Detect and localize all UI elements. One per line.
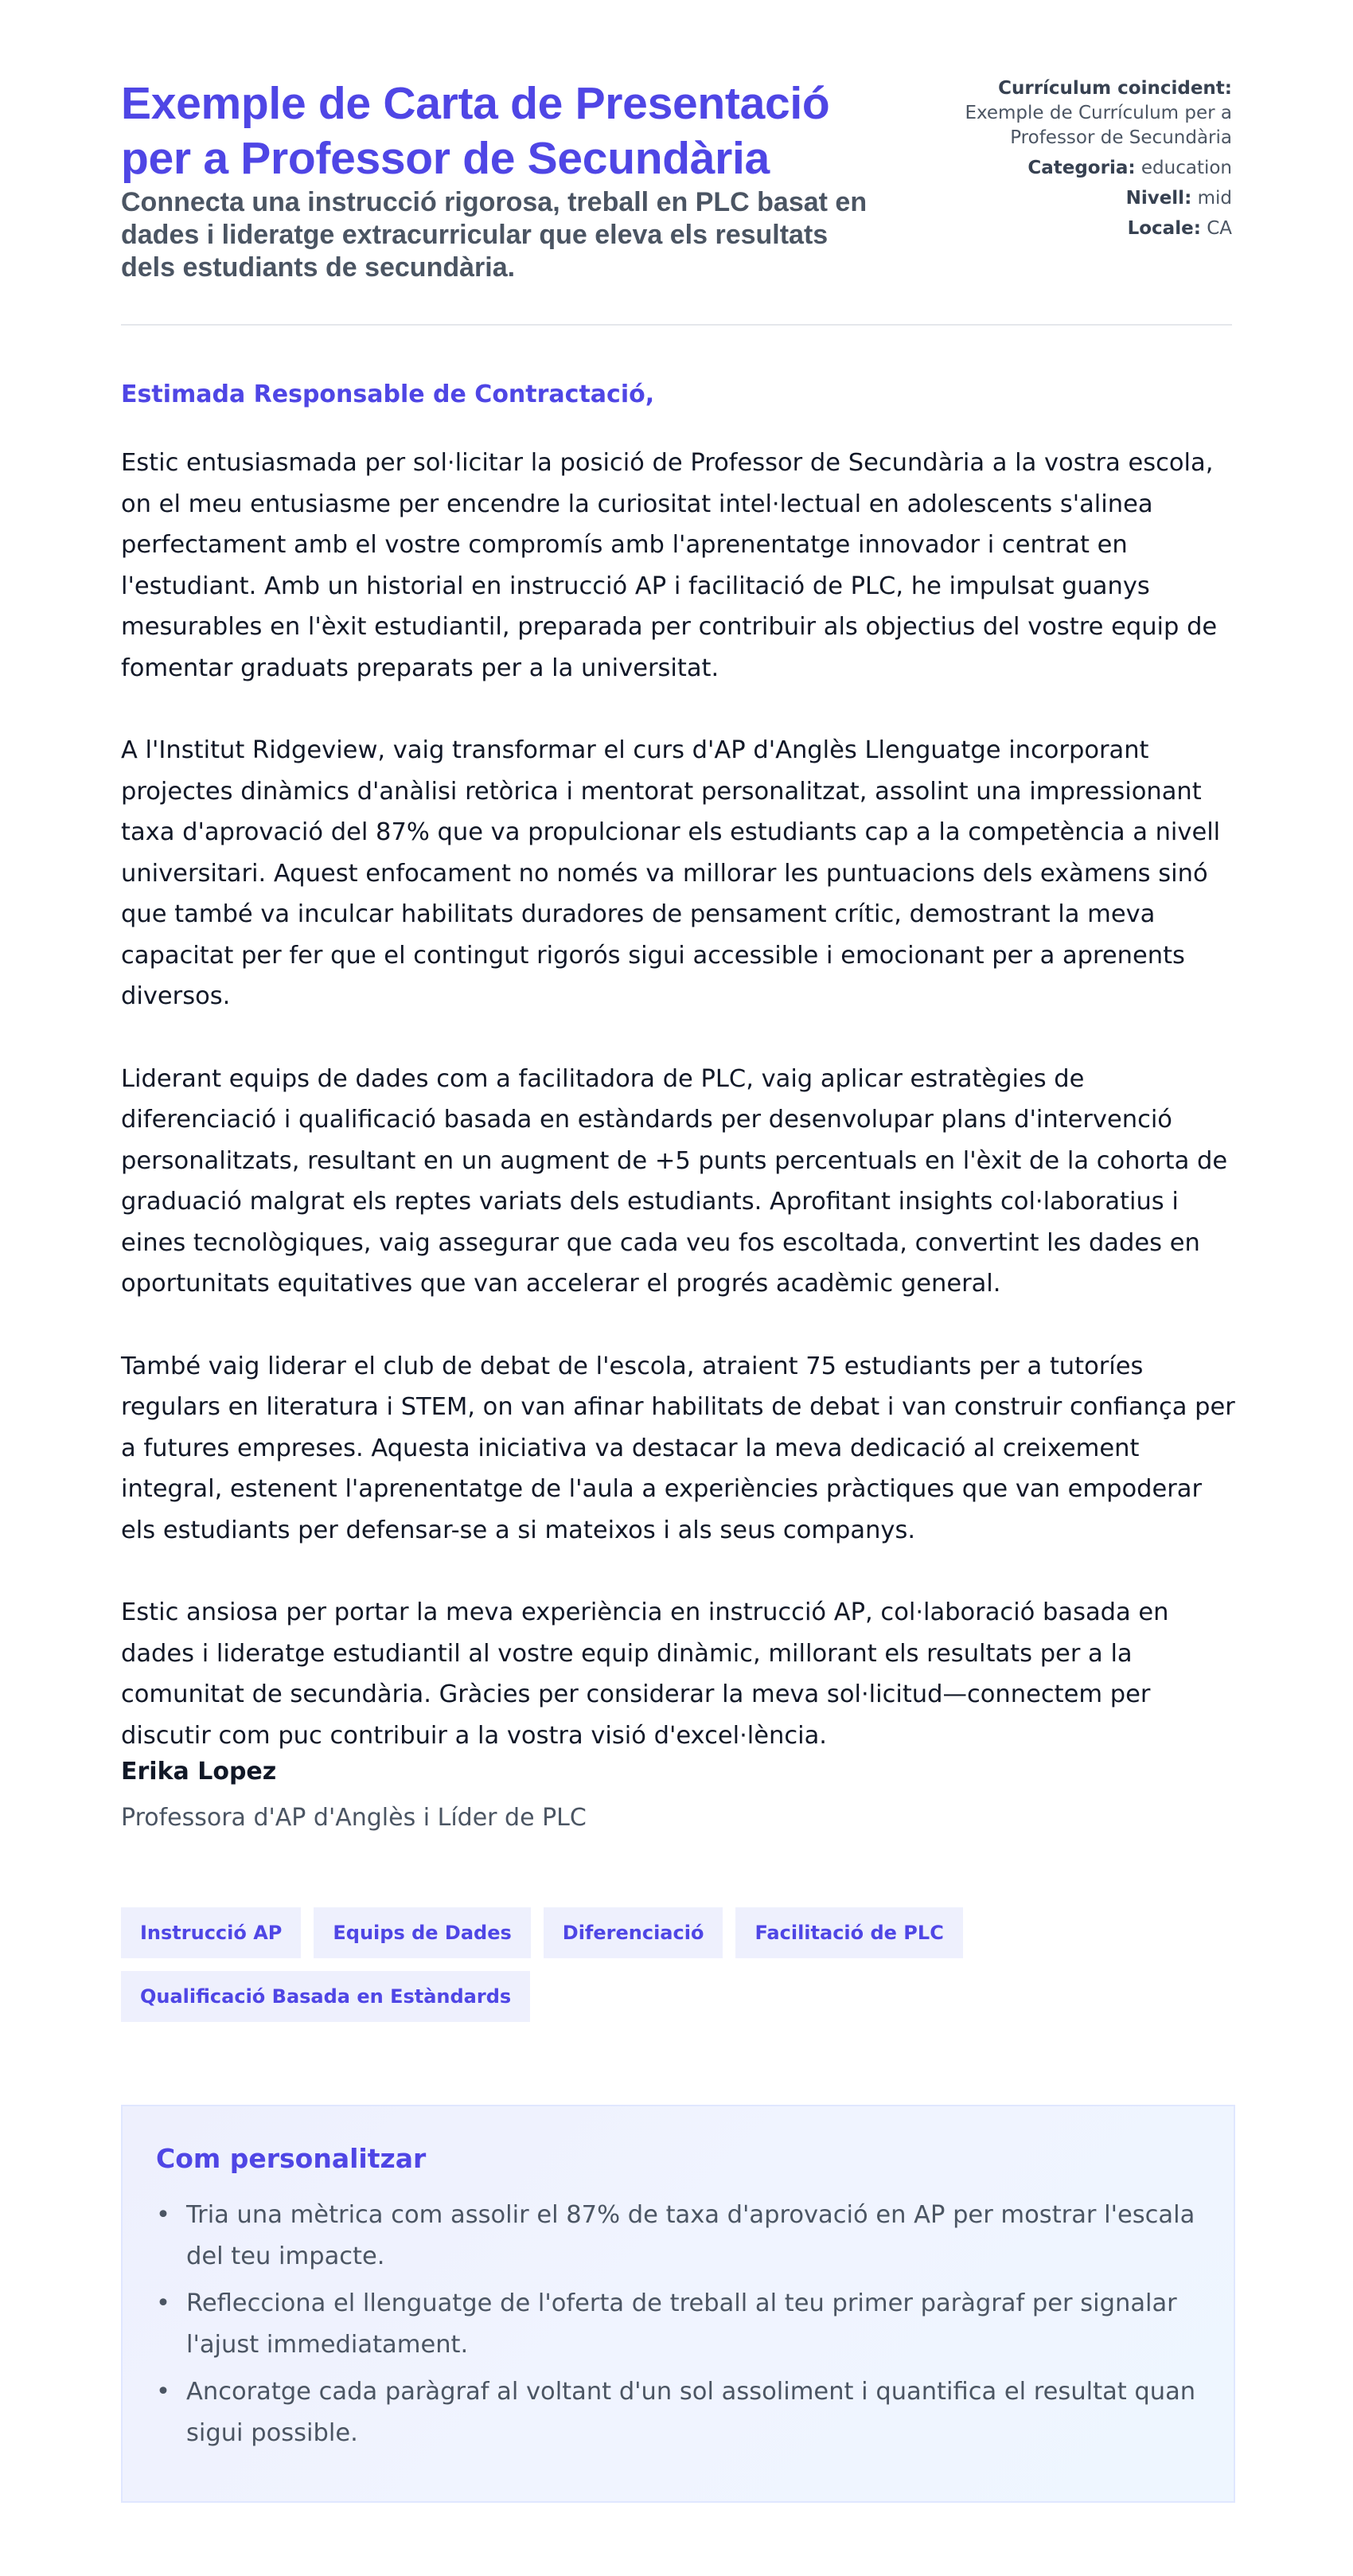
skill-tag: Facilitació de PLC [735, 1907, 962, 1958]
meta-category-value: education [1140, 158, 1232, 178]
header-divider [121, 324, 1232, 326]
meta-resume-value[interactable]: Exemple de Currículum per a Professor de Secundària [965, 103, 1232, 148]
tip-item: • Ancoratge cada paràgraf al voltant d'un sol assoliment i quantifica el resultat quan sigui possible. [156, 2371, 1200, 2454]
page-header [121, 0, 1232, 284]
meta-panel [899, 76, 1232, 284]
meta-level [899, 186, 1232, 211]
tips-title: Com personalitzar [156, 2143, 427, 2174]
meta-locale-value: CA [1207, 218, 1232, 239]
meta-category-label: Categoria: [1027, 158, 1136, 178]
meta-resume-label: Currículum coincident: [998, 78, 1232, 99]
meta-locale [899, 217, 1232, 241]
signature-role: Professora d'AP d'Anglès i Líder de PLC [121, 1804, 587, 1832]
meta-level-label: Nivell: [1125, 188, 1192, 209]
meta-level-value: mid [1197, 188, 1232, 209]
letter-paragraph: A l'Institut Ridgeview, vaig transformar el curs d'AP d'Anglès Llenguatge incorporant projectes dinàmics d'anàlisi retòrica i mentorat personalitzat, assolint una impressionant taxa d'aprovació del 87% que va propulcionar els estudiants cap a la competència a nivell universitari. Aquest enfocament no només va millorar les puntuacions dels exàmens sinó que també va inculcar habilitats duradores de pensament crític, demostrant la meva capacitat per fer que el contingut rigorós sigui accessible i emocionant per a aprenents diversos. [121, 736, 1221, 1010]
page-subtitle: Connecta una instrucció rigorosa, treball en PLC basat en dades i lideratge extracurricular que eleva els resultats dels estudiants de secundària. [121, 187, 868, 283]
letter-paragraph: Estic entusiasmada per sol·licitar la posició de Professor de Secundària a la vostra escola, on el meu entusiasme per encendre la curiositat intel·lectual en adolescents s'alinea perfectament amb el vostre compromís amb l'aprenentatge innovador i centrat en l'estudiant. Amb un historial en instrucció AP i facilitació de PLC, he impulsat guanys mesurables en l'èxit estudiantil, preparada per contribuir als objectius del vostre equip de fomentar graduats preparats per a la universitat. [121, 449, 1218, 682]
letter-paragraph: També vaig liderar el club de debat de l'escola, atraient 75 estudiants per a tutoríes regulars en literatura i STEM, on van afinar habilitats de debat i van construir confiança per a futures empreses. Aquesta iniciativa va destacar la meva dedicació al creixement integral, estenent l'aprenentatge de l'aula a experiències pràctiques que van empoderar els estudiants per defensar-se a si mateixos i als seus companys. [121, 1352, 1235, 1544]
signature-name: Erika Lopez [121, 1758, 277, 1786]
page-title: Exemple de Carta de Presentació per a Professor de Secundària [121, 78, 830, 184]
skill-tag: Diferenciació [544, 1907, 723, 1958]
skill-tags [121, 1907, 1235, 2022]
skill-tag: Equips de Dades [314, 1907, 530, 1958]
header-titles [121, 76, 899, 284]
tip-item: • Reflecciona el llenguatge de l'oferta de treball al teu primer paràgraf per signalar l'ajust immediatament. [156, 2283, 1200, 2366]
skill-tag: Instrucció AP [121, 1907, 301, 1958]
letter-body [121, 443, 1235, 1797]
letter-salutation: Estimada Responsable de Contractació, [121, 381, 655, 408]
tip-item: • Tria una mètrica com assolir el 87% de taxa d'aprovació en AP per mostrar l'escala del teu impacte. [156, 2195, 1200, 2277]
meta-locale-label: Locale: [1127, 218, 1201, 239]
meta-category [899, 156, 1232, 181]
customization-tips [121, 2105, 1235, 2503]
tips-list [156, 2195, 1200, 2454]
skill-tag: Qualificació Basada en Estàndards [121, 1971, 530, 2022]
meta-resume [899, 76, 1232, 150]
letter-paragraph: Estic ansiosa per portar la meva experiència en instrucció AP, col·laboració basada en dades i lideratge estudiantil al vostre equip dinàmic, millorant els resultats per a la comunitat de secundària. Gràcies per considerar la meva sol·licitud—connectem per discutir com puc contribuir a la vostra visió d'excel·lència. [121, 1598, 1169, 1750]
letter-paragraph: Liderant equips de dades com a facilitadora de PLC, vaig aplicar estratègies de diferenciació i qualificació basada en estàndards per desenvolupar plans d'intervenció personalitzats, resultant en un augment de +5 punts percentuals en l'èxit de la cohorta de graduació malgrat els reptes variats dels estudiants. Aprofitant insights col·laboratius i eines tecnològiques, vaig assegurar que cada veu fos escoltada, convertint les dades en oportunitats equitatives que van accelerar el progrés acadèmic general. [121, 1064, 1228, 1298]
